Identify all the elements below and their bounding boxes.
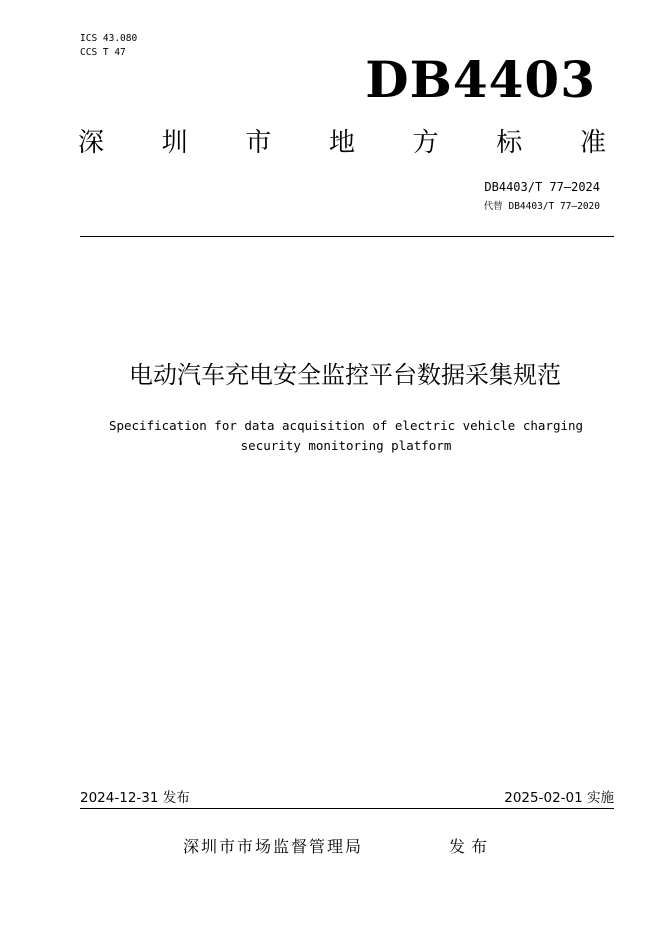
header-divider — [80, 236, 614, 237]
document-title-english: Specification for data acquisition of electric vehicle charging security monitoring platform — [108, 418, 584, 453]
standard-number: DB4403/T 77—2024 — [484, 180, 600, 194]
standard-type-char: 标 — [496, 128, 523, 158]
implementation-date: 2025-02-01 实施 — [504, 790, 614, 806]
standard-type-heading — [78, 125, 606, 161]
issuing-action: 发布 — [449, 837, 494, 856]
ics-code: ICS 43.080 — [80, 33, 138, 44]
standard-type-char: 市 — [245, 128, 272, 158]
standard-type-char: 深 — [78, 128, 105, 158]
standard-type-char: 准 — [579, 128, 606, 158]
replaces-standard: 代替 DB4403/T 77—2020 — [483, 201, 600, 212]
footer-divider — [80, 808, 614, 809]
standard-type-char: 方 — [412, 128, 439, 158]
document-title-chinese: 电动汽车充电安全监控平台数据采集规范 — [129, 361, 561, 389]
issue-date: 2024-12-31 发布 — [80, 790, 190, 806]
standard-type-char: 地 — [328, 128, 355, 158]
ccs-code: CCS T 47 — [80, 47, 126, 58]
standard-code-logo: DB4403 — [365, 50, 596, 109]
standard-type-char: 圳 — [161, 128, 188, 158]
issuing-authority: 深圳市市场监督管理局 — [183, 837, 364, 856]
